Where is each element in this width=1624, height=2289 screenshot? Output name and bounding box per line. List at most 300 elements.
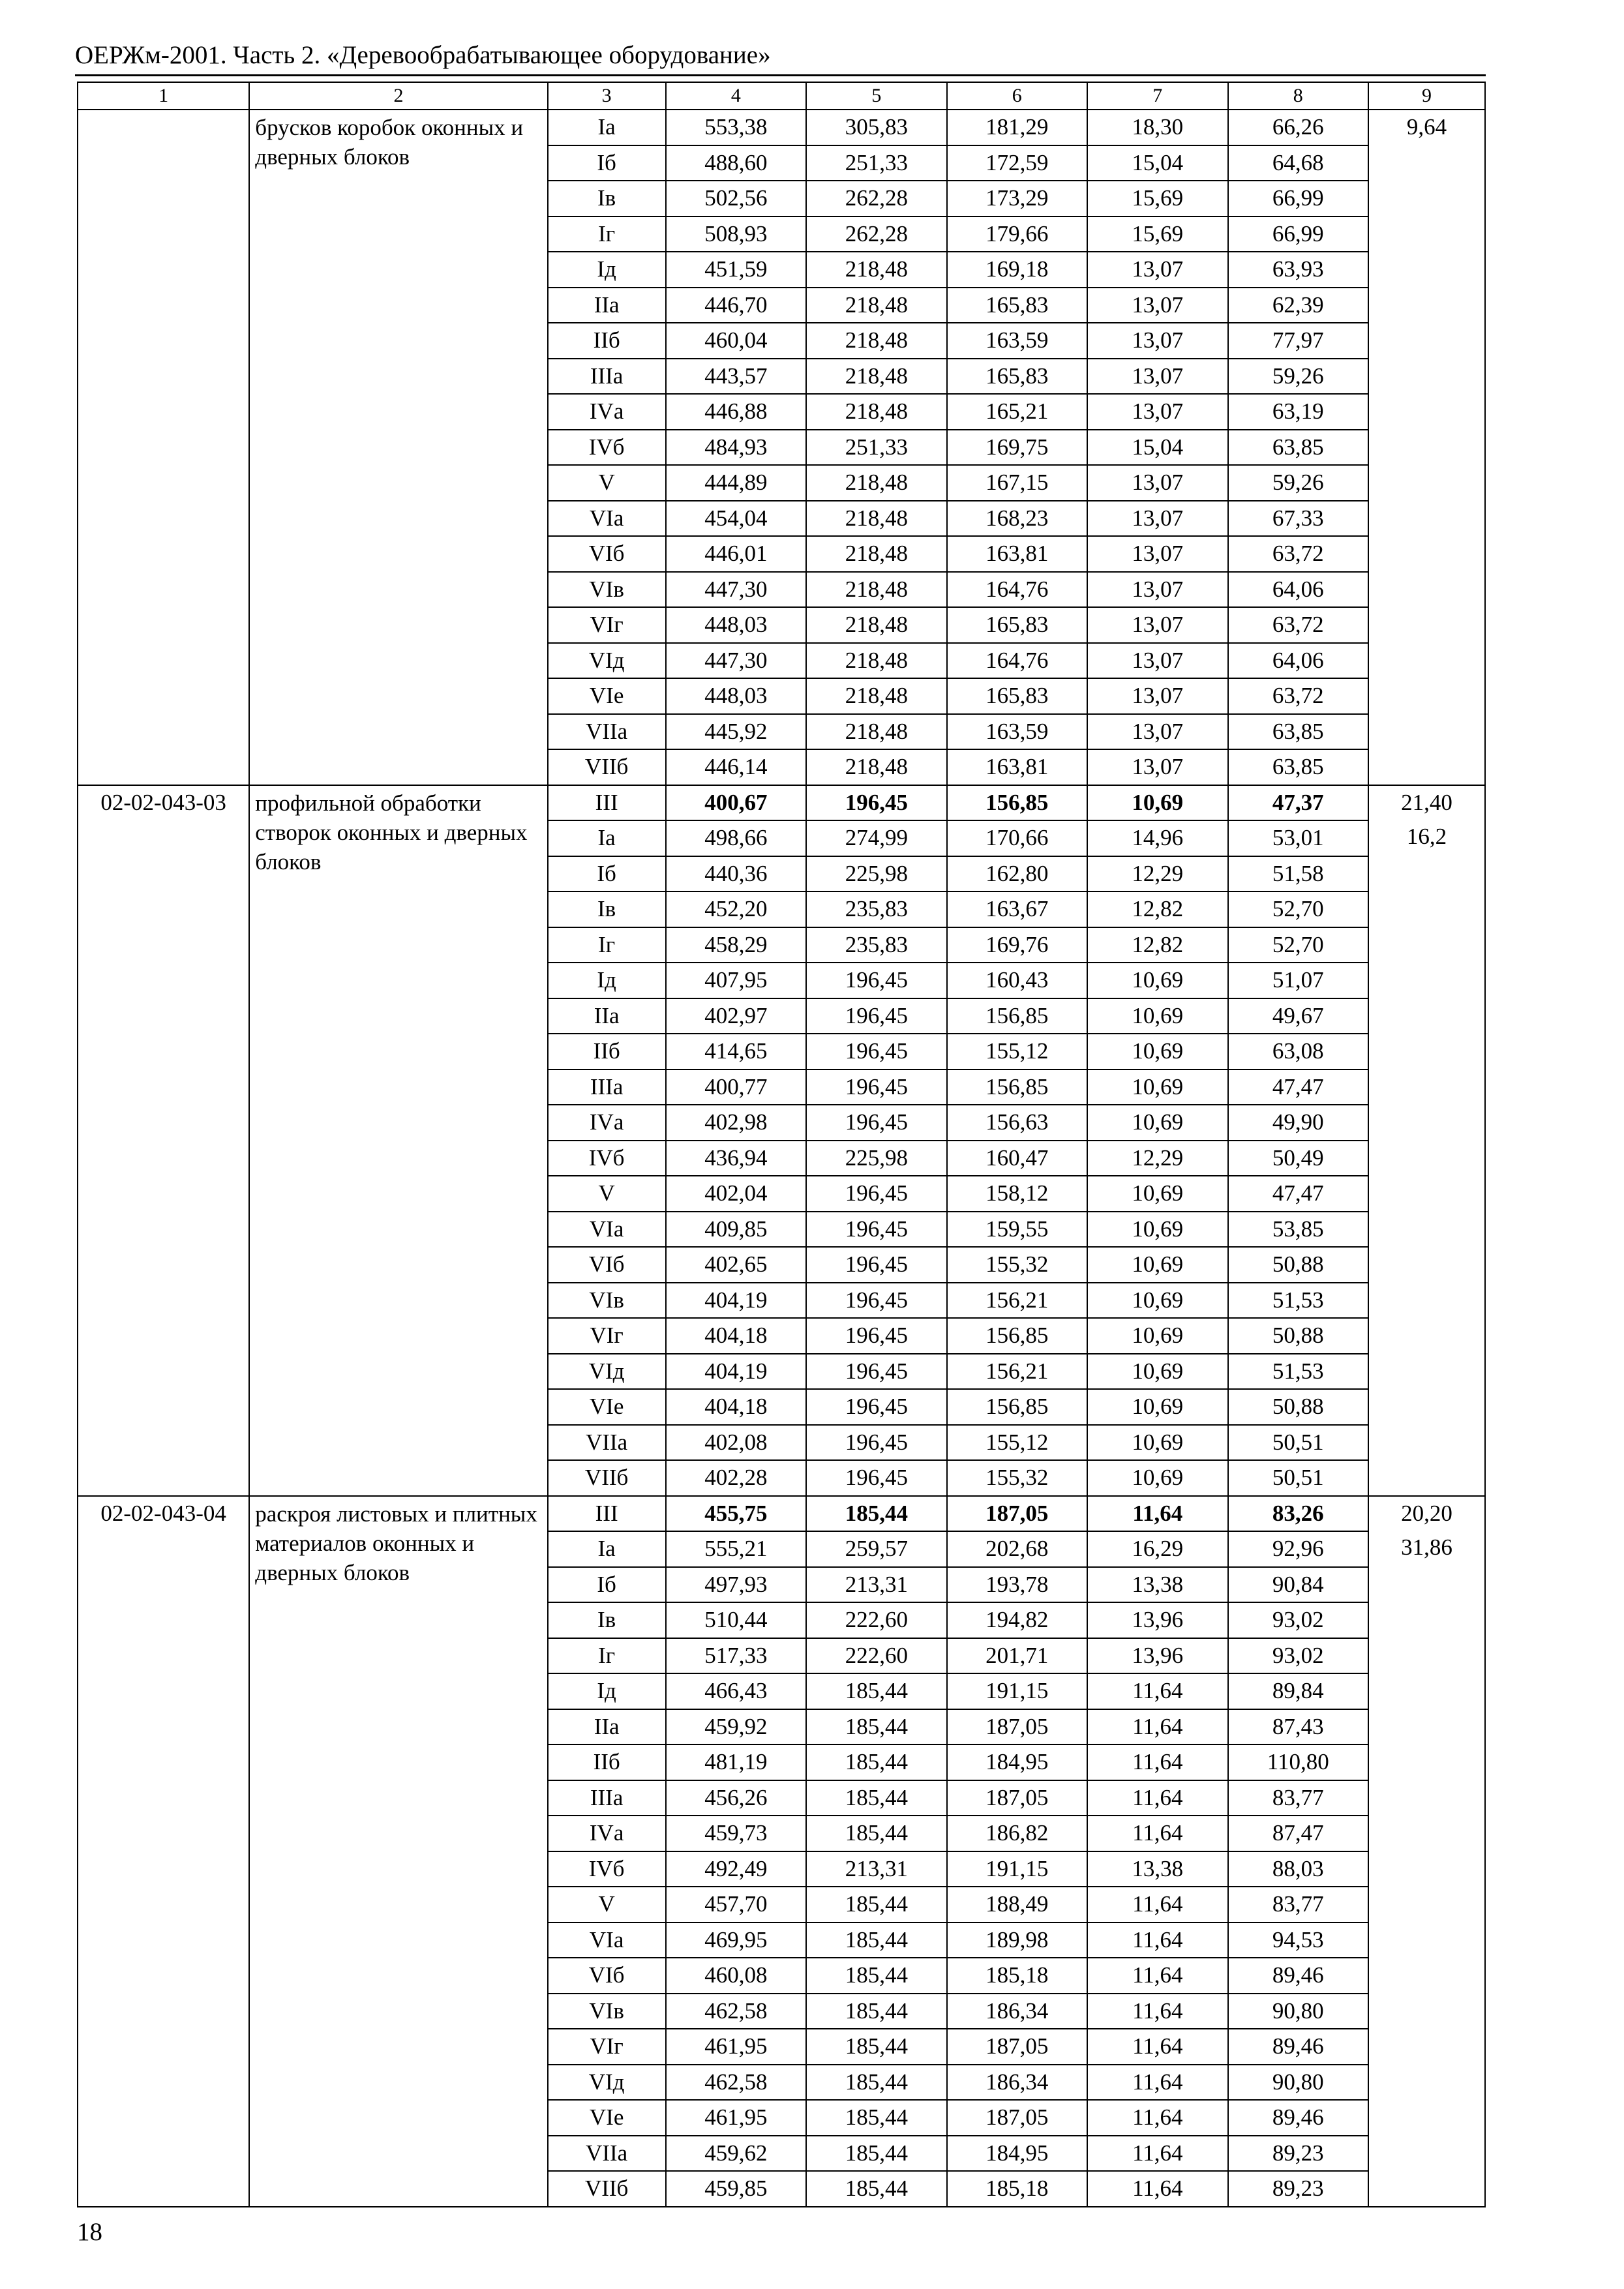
value-cell: 10,69: [1087, 1176, 1227, 1212]
value-cell: 49,67: [1228, 998, 1368, 1034]
value-cell: 110,80: [1228, 1744, 1368, 1780]
value-cell: 196,45: [806, 1354, 946, 1390]
zone-cell: VIв: [548, 572, 666, 608]
value-cell: 165,83: [947, 607, 1087, 643]
value-cell: 163,81: [947, 536, 1087, 572]
value-cell: 63,72: [1228, 607, 1368, 643]
value-cell: 155,32: [947, 1460, 1087, 1496]
value-cell: 235,83: [806, 927, 946, 963]
value-cell: 163,59: [947, 714, 1087, 750]
zone-cell: VIIа: [548, 2136, 666, 2172]
value-cell: 13,07: [1087, 252, 1227, 288]
value-cell: 460,04: [666, 323, 806, 359]
value-cell: 11,64: [1087, 2171, 1227, 2207]
value-cell: 457,70: [666, 1887, 806, 1922]
zone-cell: IVа: [548, 1105, 666, 1141]
value-cell: 194,82: [947, 1602, 1087, 1638]
value-cell: 92,96: [1228, 1531, 1368, 1567]
coefficient-value: 31,86: [1401, 1534, 1452, 1560]
value-cell: 11,64: [1087, 1496, 1227, 1532]
value-cell: 497,93: [666, 1567, 806, 1603]
value-cell: 218,48: [806, 465, 946, 501]
value-cell: 407,95: [666, 963, 806, 998]
value-cell: 11,64: [1087, 2100, 1227, 2136]
value-cell: 186,34: [947, 2065, 1087, 2101]
value-cell: 13,07: [1087, 678, 1227, 714]
value-cell: 218,48: [806, 714, 946, 750]
zone-cell: Iб: [548, 856, 666, 892]
value-cell: 50,88: [1228, 1389, 1368, 1425]
value-cell: 83,26: [1228, 1496, 1368, 1532]
value-cell: 404,19: [666, 1283, 806, 1319]
value-cell: 50,49: [1228, 1141, 1368, 1176]
value-cell: 51,07: [1228, 963, 1368, 998]
value-cell: 12,29: [1087, 856, 1227, 892]
section-code: 02-02-043-04: [78, 1496, 249, 2207]
zone-cell: VIIа: [548, 714, 666, 750]
value-cell: 402,28: [666, 1460, 806, 1496]
value-cell: 222,60: [806, 1602, 946, 1638]
value-cell: 11,64: [1087, 2065, 1227, 2101]
zone-cell: IIа: [548, 1709, 666, 1745]
value-cell: 11,64: [1087, 1673, 1227, 1709]
value-cell: 59,26: [1228, 465, 1368, 501]
value-cell: 90,84: [1228, 1567, 1368, 1603]
value-cell: 187,05: [947, 1496, 1087, 1532]
value-cell: 47,47: [1228, 1176, 1368, 1212]
value-cell: 196,45: [806, 1425, 946, 1461]
coefficient-cell: [1368, 110, 1485, 785]
value-cell: 50,88: [1228, 1247, 1368, 1283]
value-cell: 191,15: [947, 1673, 1087, 1709]
value-cell: 165,21: [947, 394, 1087, 430]
value-cell: 458,29: [666, 927, 806, 963]
value-cell: 186,82: [947, 1816, 1087, 1851]
value-cell: 89,23: [1228, 2136, 1368, 2172]
section-code: 02-02-043-03: [78, 785, 249, 1496]
value-cell: 185,18: [947, 1958, 1087, 1994]
zone-cell: Iг: [548, 1638, 666, 1674]
zone-cell: V: [548, 465, 666, 501]
value-cell: 13,38: [1087, 1567, 1227, 1603]
value-cell: 89,23: [1228, 2171, 1368, 2207]
zone-cell: IVб: [548, 430, 666, 466]
value-cell: 402,04: [666, 1176, 806, 1212]
value-cell: 466,43: [666, 1673, 806, 1709]
value-cell: 87,43: [1228, 1709, 1368, 1745]
value-cell: 89,46: [1228, 2100, 1368, 2136]
value-cell: 14,96: [1087, 820, 1227, 856]
value-cell: 169,75: [947, 430, 1087, 466]
value-cell: 445,92: [666, 714, 806, 750]
value-cell: 11,64: [1087, 2029, 1227, 2065]
value-cell: 404,18: [666, 1318, 806, 1354]
value-cell: 83,77: [1228, 1887, 1368, 1922]
value-cell: 156,85: [947, 1389, 1087, 1425]
value-cell: 196,45: [806, 1318, 946, 1354]
value-cell: 90,80: [1228, 1994, 1368, 2029]
value-cell: 15,69: [1087, 217, 1227, 252]
value-cell: 222,60: [806, 1638, 946, 1674]
value-cell: 404,19: [666, 1354, 806, 1390]
value-cell: 187,05: [947, 2100, 1087, 2136]
table-row: [78, 1496, 1485, 1532]
value-cell: 63,85: [1228, 749, 1368, 785]
value-cell: 400,67: [666, 785, 806, 821]
value-cell: 11,64: [1087, 1958, 1227, 1994]
value-cell: 185,44: [806, 2100, 946, 2136]
value-cell: 156,85: [947, 998, 1087, 1034]
value-cell: 492,49: [666, 1851, 806, 1887]
value-cell: 187,05: [947, 1780, 1087, 1816]
value-cell: 63,19: [1228, 394, 1368, 430]
value-cell: 440,36: [666, 856, 806, 892]
value-cell: 259,57: [806, 1531, 946, 1567]
value-cell: 191,15: [947, 1851, 1087, 1887]
column-number: 3: [548, 82, 666, 110]
value-cell: 274,99: [806, 820, 946, 856]
value-cell: 11,64: [1087, 1922, 1227, 1958]
value-cell: 452,20: [666, 891, 806, 927]
zone-cell: Iд: [548, 963, 666, 998]
value-cell: 169,18: [947, 252, 1087, 288]
value-cell: 305,83: [806, 110, 946, 145]
value-cell: 488,60: [666, 145, 806, 181]
zone-cell: VIд: [548, 2065, 666, 2101]
value-cell: 218,48: [806, 572, 946, 608]
value-cell: 156,85: [947, 785, 1087, 821]
value-cell: 218,48: [806, 323, 946, 359]
zone-cell: VIд: [548, 643, 666, 679]
value-cell: 160,47: [947, 1141, 1087, 1176]
value-cell: 446,88: [666, 394, 806, 430]
value-cell: 262,28: [806, 217, 946, 252]
value-cell: 15,04: [1087, 430, 1227, 466]
value-cell: 459,85: [666, 2171, 806, 2207]
column-number: 2: [249, 82, 547, 110]
value-cell: 10,69: [1087, 1247, 1227, 1283]
value-cell: 13,07: [1087, 323, 1227, 359]
value-cell: 185,44: [806, 1780, 946, 1816]
zone-cell: Iд: [548, 1673, 666, 1709]
value-cell: 13,07: [1087, 394, 1227, 430]
value-cell: 163,59: [947, 323, 1087, 359]
value-cell: 167,15: [947, 465, 1087, 501]
column-number: 5: [806, 82, 946, 110]
section-name: раскроя листовых и плитных материалов оконных и дверных блоков: [249, 1496, 547, 2207]
value-cell: 251,33: [806, 430, 946, 466]
value-cell: 193,78: [947, 1567, 1087, 1603]
value-cell: 160,43: [947, 963, 1087, 998]
value-cell: 51,53: [1228, 1354, 1368, 1390]
value-cell: 448,03: [666, 607, 806, 643]
zone-cell: IIIа: [548, 1780, 666, 1816]
value-cell: 63,85: [1228, 430, 1368, 466]
value-cell: 15,69: [1087, 181, 1227, 217]
value-cell: 63,85: [1228, 714, 1368, 750]
value-cell: 402,97: [666, 998, 806, 1034]
value-cell: 11,64: [1087, 1709, 1227, 1745]
zone-cell: VIе: [548, 1389, 666, 1425]
value-cell: 89,46: [1228, 2029, 1368, 2065]
column-number: 8: [1228, 82, 1368, 110]
header-rule: [75, 74, 1486, 76]
coefficient-value: 20,20: [1401, 1500, 1452, 1526]
value-cell: 13,07: [1087, 465, 1227, 501]
value-cell: 508,93: [666, 217, 806, 252]
value-cell: 185,44: [806, 1994, 946, 2029]
value-cell: 459,92: [666, 1709, 806, 1745]
value-cell: 66,99: [1228, 181, 1368, 217]
value-cell: 409,85: [666, 1212, 806, 1248]
zone-cell: VIе: [548, 2100, 666, 2136]
column-numbers-row: [78, 82, 1485, 110]
value-cell: 185,44: [806, 1922, 946, 1958]
value-cell: 165,83: [947, 288, 1087, 323]
coefficient-cell: [1368, 1496, 1485, 2207]
value-cell: 12,29: [1087, 1141, 1227, 1176]
page-number: 18: [77, 2218, 102, 2246]
value-cell: 451,59: [666, 252, 806, 288]
value-cell: 64,68: [1228, 145, 1368, 181]
value-cell: 13,07: [1087, 288, 1227, 323]
value-cell: 11,64: [1087, 1816, 1227, 1851]
value-cell: 196,45: [806, 1283, 946, 1319]
value-cell: 162,80: [947, 856, 1087, 892]
page-header: ОЕРЖм-2001. Часть 2. «Деревообрабатывающее оборудование»: [75, 41, 771, 69]
value-cell: 12,82: [1087, 891, 1227, 927]
column-number: 4: [666, 82, 806, 110]
table-row: [78, 110, 1485, 145]
value-cell: 62,39: [1228, 288, 1368, 323]
value-cell: 196,45: [806, 1176, 946, 1212]
zone-cell: IVб: [548, 1141, 666, 1176]
value-cell: 165,83: [947, 359, 1087, 395]
zone-cell: Iб: [548, 1567, 666, 1603]
coefficient-value: 21,40: [1401, 789, 1452, 815]
value-cell: 13,96: [1087, 1602, 1227, 1638]
zone-cell: VIг: [548, 2029, 666, 2065]
value-cell: 454,04: [666, 501, 806, 537]
value-cell: 173,29: [947, 181, 1087, 217]
value-cell: 443,57: [666, 359, 806, 395]
value-cell: 213,31: [806, 1851, 946, 1887]
value-cell: 446,14: [666, 749, 806, 785]
value-cell: 50,51: [1228, 1425, 1368, 1461]
value-cell: 156,85: [947, 1318, 1087, 1354]
zone-cell: V: [548, 1887, 666, 1922]
value-cell: 447,30: [666, 643, 806, 679]
value-cell: 462,58: [666, 1994, 806, 2029]
value-cell: 156,63: [947, 1105, 1087, 1141]
value-cell: 196,45: [806, 1389, 946, 1425]
value-cell: 50,88: [1228, 1318, 1368, 1354]
zone-cell: Iг: [548, 927, 666, 963]
value-cell: 10,69: [1087, 1105, 1227, 1141]
value-cell: 11,64: [1087, 1887, 1227, 1922]
value-cell: 156,21: [947, 1283, 1087, 1319]
value-cell: 156,21: [947, 1354, 1087, 1390]
value-cell: 555,21: [666, 1531, 806, 1567]
zone-cell: Iа: [548, 820, 666, 856]
zone-cell: Iа: [548, 1531, 666, 1567]
column-number: 1: [78, 82, 249, 110]
value-cell: 53,85: [1228, 1212, 1368, 1248]
value-cell: 446,01: [666, 536, 806, 572]
value-cell: 155,12: [947, 1425, 1087, 1461]
value-cell: 179,66: [947, 217, 1087, 252]
value-cell: 185,44: [806, 1673, 946, 1709]
zone-cell: VIIб: [548, 2171, 666, 2207]
value-cell: 16,29: [1087, 1531, 1227, 1567]
table-row: [78, 785, 1485, 821]
value-cell: 196,45: [806, 785, 946, 821]
value-cell: 460,08: [666, 1958, 806, 1994]
value-cell: 455,75: [666, 1496, 806, 1532]
value-cell: 469,95: [666, 1922, 806, 1958]
zone-cell: IIб: [548, 1744, 666, 1780]
value-cell: 66,99: [1228, 217, 1368, 252]
value-cell: 10,69: [1087, 1283, 1227, 1319]
value-cell: 218,48: [806, 536, 946, 572]
value-cell: 517,33: [666, 1638, 806, 1674]
value-cell: 11,64: [1087, 2136, 1227, 2172]
zone-cell: IVа: [548, 394, 666, 430]
value-cell: 218,48: [806, 252, 946, 288]
value-cell: 235,83: [806, 891, 946, 927]
value-cell: 63,72: [1228, 678, 1368, 714]
value-cell: 88,03: [1228, 1851, 1368, 1887]
value-cell: 13,07: [1087, 643, 1227, 679]
value-cell: 196,45: [806, 1070, 946, 1105]
value-cell: 225,98: [806, 856, 946, 892]
value-cell: 446,70: [666, 288, 806, 323]
value-cell: 553,38: [666, 110, 806, 145]
value-cell: 436,94: [666, 1141, 806, 1176]
value-cell: 402,98: [666, 1105, 806, 1141]
value-cell: 196,45: [806, 1460, 946, 1496]
rates-table: [77, 82, 1486, 2207]
value-cell: 12,82: [1087, 927, 1227, 963]
value-cell: 168,23: [947, 501, 1087, 537]
value-cell: 59,26: [1228, 359, 1368, 395]
value-cell: 158,12: [947, 1176, 1087, 1212]
value-cell: 51,53: [1228, 1283, 1368, 1319]
value-cell: 155,32: [947, 1247, 1087, 1283]
zone-cell: VIб: [548, 536, 666, 572]
value-cell: 456,26: [666, 1780, 806, 1816]
value-cell: 400,77: [666, 1070, 806, 1105]
zone-cell: Iд: [548, 252, 666, 288]
zone-cell: IIа: [548, 998, 666, 1034]
zone-cell: VIг: [548, 1318, 666, 1354]
value-cell: 196,45: [806, 1247, 946, 1283]
value-cell: 459,62: [666, 2136, 806, 2172]
coefficient-value: 16,2: [1406, 824, 1447, 849]
value-cell: 77,97: [1228, 323, 1368, 359]
value-cell: 187,05: [947, 2029, 1087, 2065]
value-cell: 47,47: [1228, 1070, 1368, 1105]
value-cell: 13,38: [1087, 1851, 1227, 1887]
value-cell: 185,18: [947, 2171, 1087, 2207]
value-cell: 218,48: [806, 643, 946, 679]
value-cell: 11,64: [1087, 1780, 1227, 1816]
value-cell: 218,48: [806, 288, 946, 323]
value-cell: 10,69: [1087, 785, 1227, 821]
zone-cell: III: [548, 1496, 666, 1532]
value-cell: 51,58: [1228, 856, 1368, 892]
value-cell: 10,69: [1087, 998, 1227, 1034]
value-cell: 498,66: [666, 820, 806, 856]
value-cell: 447,30: [666, 572, 806, 608]
value-cell: 402,65: [666, 1247, 806, 1283]
value-cell: 53,01: [1228, 820, 1368, 856]
value-cell: 185,44: [806, 1887, 946, 1922]
zone-cell: V: [548, 1176, 666, 1212]
zone-cell: VIIб: [548, 749, 666, 785]
value-cell: 64,06: [1228, 643, 1368, 679]
value-cell: 93,02: [1228, 1602, 1368, 1638]
value-cell: 67,33: [1228, 501, 1368, 537]
value-cell: 218,48: [806, 394, 946, 430]
value-cell: 188,49: [947, 1887, 1087, 1922]
zone-cell: VIа: [548, 501, 666, 537]
value-cell: 185,44: [806, 1958, 946, 1994]
value-cell: 213,31: [806, 1567, 946, 1603]
value-cell: 185,44: [806, 1816, 946, 1851]
column-number: 7: [1087, 82, 1227, 110]
value-cell: 13,07: [1087, 501, 1227, 537]
value-cell: 87,47: [1228, 1816, 1368, 1851]
value-cell: 11,64: [1087, 1744, 1227, 1780]
value-cell: 10,69: [1087, 963, 1227, 998]
value-cell: 484,93: [666, 430, 806, 466]
value-cell: 13,07: [1087, 714, 1227, 750]
value-cell: 462,58: [666, 2065, 806, 2101]
zone-cell: Iа: [548, 110, 666, 145]
zone-cell: IIIа: [548, 1070, 666, 1105]
value-cell: 189,98: [947, 1922, 1087, 1958]
value-cell: 52,70: [1228, 927, 1368, 963]
zone-cell: VIIб: [548, 1460, 666, 1496]
value-cell: 185,44: [806, 1709, 946, 1745]
value-cell: 13,07: [1087, 749, 1227, 785]
section-name: профильной обработки створок оконных и дверных блоков: [249, 785, 547, 1496]
value-cell: 448,03: [666, 678, 806, 714]
value-cell: 459,73: [666, 1816, 806, 1851]
value-cell: 163,81: [947, 749, 1087, 785]
zone-cell: VIв: [548, 1994, 666, 2029]
value-cell: 218,48: [806, 607, 946, 643]
coefficient-cell: [1368, 785, 1485, 1496]
value-cell: 159,55: [947, 1212, 1087, 1248]
zone-cell: IIб: [548, 1034, 666, 1070]
value-cell: 218,48: [806, 501, 946, 537]
column-number: 6: [947, 82, 1087, 110]
value-cell: 13,07: [1087, 536, 1227, 572]
value-cell: 18,30: [1087, 110, 1227, 145]
zone-cell: IVб: [548, 1851, 666, 1887]
value-cell: 251,33: [806, 145, 946, 181]
value-cell: 13,07: [1087, 572, 1227, 608]
value-cell: 13,07: [1087, 607, 1227, 643]
zone-cell: VIг: [548, 607, 666, 643]
value-cell: 196,45: [806, 1034, 946, 1070]
value-cell: 13,07: [1087, 359, 1227, 395]
value-cell: 156,85: [947, 1070, 1087, 1105]
value-cell: 404,18: [666, 1389, 806, 1425]
value-cell: 47,37: [1228, 785, 1368, 821]
